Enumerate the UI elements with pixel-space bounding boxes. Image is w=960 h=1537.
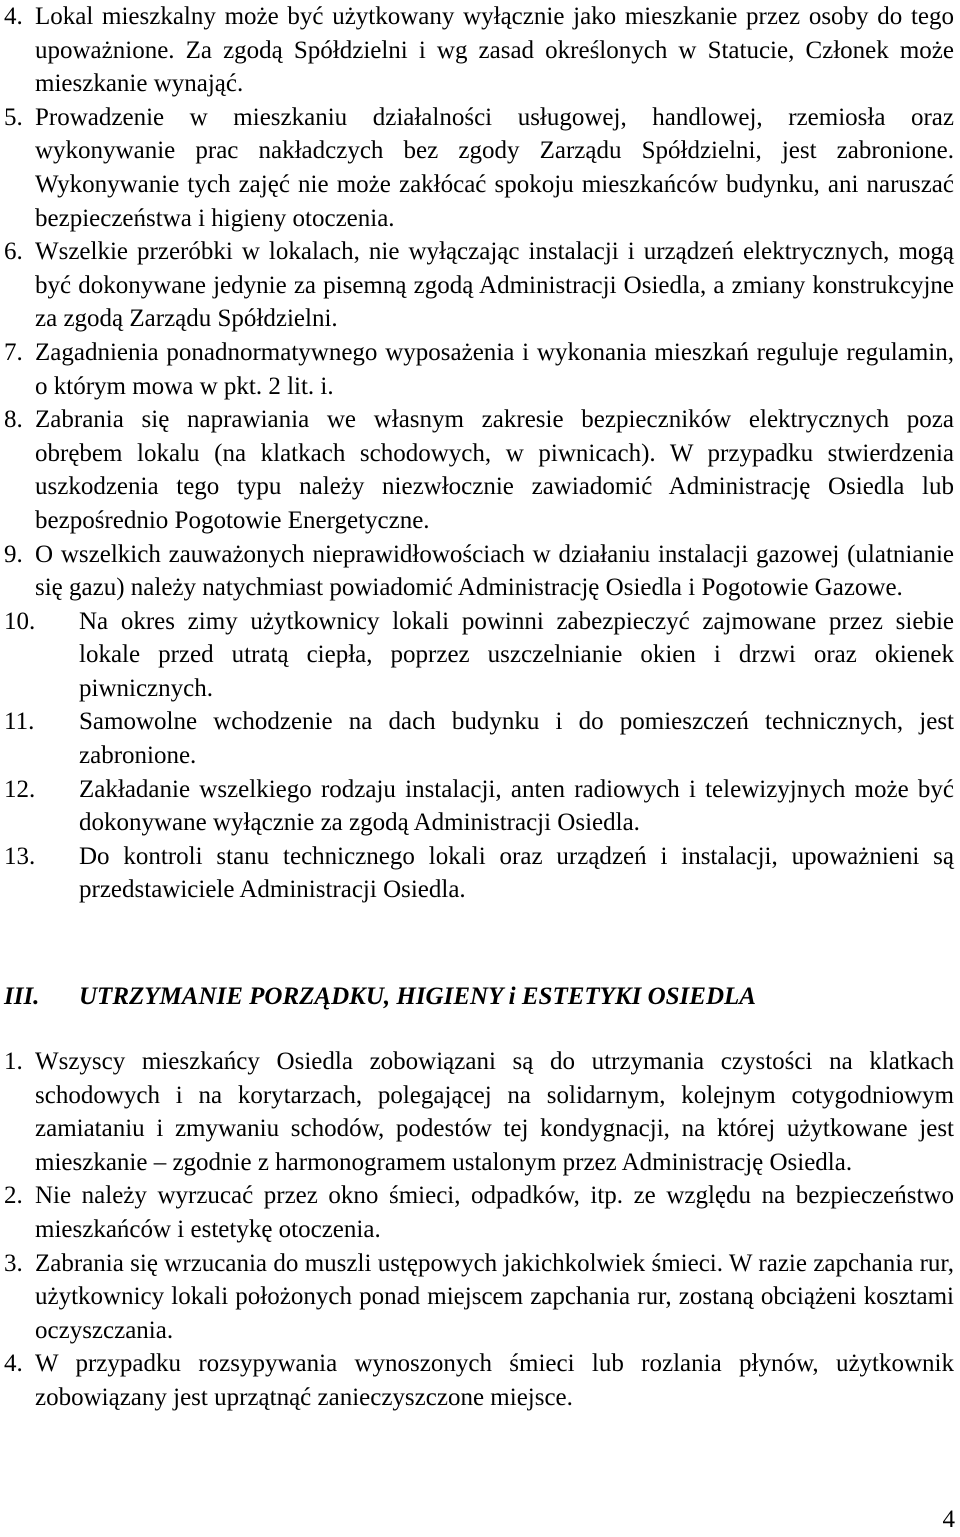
section-title: UTRZYMANIE PORZĄDKU, HIGIENY i ESTETYKI OSIEDLA — [79, 983, 756, 1010]
item-text: Lokal mieszkalny może być użytkowany wyłącznie jako mieszkanie przez osoby do tego upoważnione. Za zgodą Spółdzielni i wg zasad określonych w Statucie, Członek może mieszkanie wynająć. — [35, 3, 954, 98]
section-number: III. — [4, 983, 40, 1010]
item-text: Wszelkie przeróbki w lokalach, nie wyłączając instalacji i urządzeń elektrycznych, mogą być dokonywane jedynie za pisemną zgodą Administracji Osiedla, a zmiany konstrukcyjne za zgodą Zarządu Spółdzielni. — [35, 238, 954, 333]
list-item — [0, 235, 960, 336]
item-text: Zabrania się wrzucania do muszli ustępowych jakichkolwiek śmieci. W razie zapchania rur, użytkownicy lokali położonych ponad miejscem zapchania rur, zostaną obciążeni kosztami oczyszczania. — [35, 1249, 954, 1344]
item-number: 4. — [4, 3, 23, 30]
item-number: 13. — [4, 842, 36, 870]
item-number: 10. — [4, 607, 36, 635]
item-text: O wszelkich zauważonych nieprawidłowościach w działaniu instalacji gazowej (ulatnianie się gazu) należy natychmiast powiadomić Administrację Osiedla i Pogotowie Gazowe. — [35, 540, 954, 602]
item-text: Zabrania się naprawiania we własnym zakresie bezpieczników elektrycznych poza obrębem lokalu (na klatkach schodowych, w piwnicach). W przypadku stwierdzenia uszkodzenia tego typu należy niezwłocznie zawiadomić Administrację Osiedla lub bezpośrednio Pogotowie Energetyczne. — [35, 406, 954, 534]
list-item — [0, 605, 960, 706]
list-item — [0, 773, 960, 840]
item-text: Zagadnienia ponadnormatywnego wyposażenia i wykonania mieszkań reguluje regulamin, o którym mowa w pkt. 2 lit. i. — [35, 338, 954, 400]
item-text: Do kontroli stanu technicznego lokali oraz urządzeń i instalacji, upoważnieni są przedstawiciele Administracji Osiedla. — [79, 842, 954, 904]
item-number: 9. — [4, 540, 23, 568]
list-item — [0, 403, 960, 537]
list-item — [0, 705, 960, 772]
hygiene-list — [0, 1045, 960, 1415]
list-item — [0, 101, 960, 235]
item-number: 8. — [4, 406, 23, 434]
section-heading — [0, 980, 960, 1014]
item-number: 12. — [4, 775, 36, 803]
item-text: Wszyscy mieszkańcy Osiedla zobowiązani są do utrzymania czystości na klatkach schodowych i na korytarzach, polegającej na solidarnym, kolejnym cotygodniowym zamiataniu i zmywaniu schodów, podestów tej kondygnacji, na której użytkowane jest mieszkanie – zgodnie z harmonogramem ustalonym przez Administrację Osiedla. — [35, 1048, 954, 1176]
list-item — [0, 538, 960, 605]
item-text: Prowadzenie w mieszkaniu działalności usługowej, handlowej, rzemiosła oraz wykonywanie prac nakładczych bez zgody Zarządu Spółdzielni, jest zabronione. Wykonywanie tych zajęć nie może zakłócać spokoju mieszkańców budynku, ani naruszać bezpieczeństwa i higieny otoczenia. — [35, 103, 954, 232]
item-number: 1. — [4, 1048, 23, 1075]
page-number: 4 — [942, 1506, 955, 1533]
item-number: 2. — [4, 1182, 23, 1210]
item-text: Nie należy wyrzucać przez okno śmieci, odpadków, itp. ze względu na bezpieczeństwo mieszkańców i estetykę otoczenia. — [35, 1182, 954, 1243]
list-item — [0, 336, 960, 403]
item-number: 3. — [4, 1249, 23, 1277]
item-number: 4. — [4, 1350, 23, 1378]
list-item — [0, 1045, 960, 1179]
list-item — [0, 840, 960, 907]
item-text: Zakładanie wszelkiego rodzaju instalacji, anten radiowych i telewizyjnych może być dokonywane wyłącznie za zgodą Administracji Osiedla. — [79, 775, 954, 837]
item-number: 11. — [4, 708, 35, 736]
item-number: 7. — [4, 338, 23, 366]
item-text: Samowolne wchodzenie na dach budynku i do pomieszczeń technicznych, jest zabronione. — [79, 708, 954, 770]
list-item — [0, 1347, 960, 1414]
item-text: W przypadku rozsypywania wynoszonych śmieci lub rozlania płynów, użytkownik zobowiązany jest uprzątnąć zanieczyszczone miejsce. — [35, 1350, 954, 1411]
item-number: 5. — [4, 103, 23, 131]
item-text: Na okres zimy użytkownicy lokali powinni zabezpieczyć zajmowane przez siebie lokale przed utratą ciepła, poprzez uszczelnianie okien i drzwi oraz okienek piwnicznych. — [79, 607, 954, 702]
list-item — [0, 0, 960, 101]
list-item — [0, 1179, 960, 1246]
list-item — [0, 1247, 960, 1348]
item-number: 6. — [4, 238, 23, 266]
